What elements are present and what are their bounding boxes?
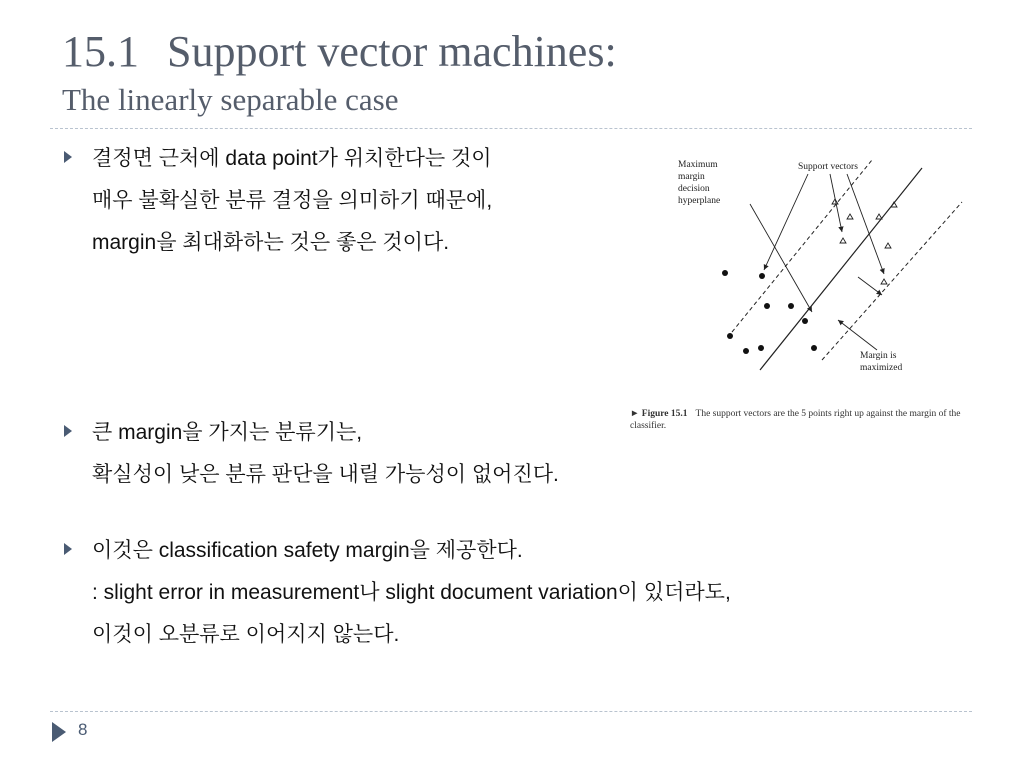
bullet-3-line-2: : slight error in measurement나 slight document variation이 있더라도,	[92, 581, 731, 604]
label-max-margin-3: decision	[678, 184, 710, 194]
bullet-3-line-3: 이것이 오분류로 이어지지 않는다.	[92, 623, 400, 646]
title-main	[62, 27, 617, 76]
bullet-2-line-1: 큰 margin을 가지는 분류기는,	[64, 412, 559, 454]
bullet-1-line-2: 매우 불확실한 분류 결정을 의미하기 때문에,	[92, 189, 493, 212]
label-max-margin-2: margin	[678, 172, 705, 182]
bullet-3	[64, 530, 731, 656]
top-divider	[50, 128, 972, 129]
figure-labels	[678, 160, 902, 373]
page-number: 8	[78, 720, 88, 739]
decision-hyperplane	[760, 168, 922, 370]
caption-label: ► Figure 15.1	[630, 409, 688, 419]
slide-title	[62, 27, 617, 117]
title-subtitle: The linearly separable case	[62, 82, 399, 117]
section-number: 15.1	[62, 27, 139, 76]
svm-figure	[672, 152, 972, 380]
bullet-3-line-1: 이것은 classification safety margin을 제공한다.	[64, 530, 731, 572]
label-margin-2: maximized	[860, 363, 903, 373]
footer-triangle-icon	[52, 722, 66, 742]
label-max-margin-4: hyperplane	[678, 196, 721, 206]
bullet-arrow-icon	[64, 151, 72, 163]
figure-caption	[630, 408, 990, 432]
bullet-arrow-icon	[64, 543, 72, 555]
bullet-arrow-icon	[64, 425, 72, 437]
margin-line-right	[822, 202, 962, 360]
bullet-1-line-1: 결정면 근처에 data point가 위치한다는 것이	[64, 138, 492, 180]
bottom-divider	[50, 711, 972, 712]
caption-text: The support vectors are the 5 points right up against the margin of the classifier.	[630, 409, 961, 431]
bullet-2	[64, 412, 559, 496]
label-support-vectors: Support vectors	[798, 162, 858, 172]
bullet-1	[64, 138, 492, 264]
class-a-points	[722, 270, 817, 354]
bullet-1-line-3: margin을 최대화하는 것은 좋은 것이다.	[92, 231, 450, 254]
label-max-margin-1: Maximum	[678, 160, 718, 170]
title-text: Support vector machines:	[167, 27, 617, 76]
figure-arrows	[750, 174, 884, 350]
bullet-2-line-2: 확실성이 낮은 분류 판단을 내릴 가능성이 없어진다.	[92, 463, 559, 486]
label-margin-1: Margin is	[860, 351, 897, 361]
